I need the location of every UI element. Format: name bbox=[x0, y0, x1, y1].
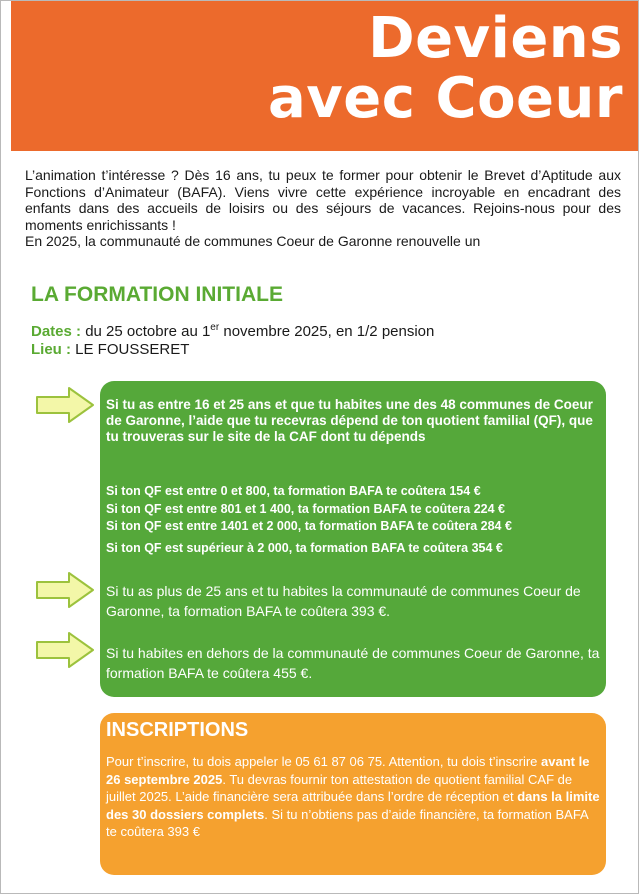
intro-paragraph-1: L’animation t’intéresse ? Dès 16 ans, tu peux te former pour obtenir le Brevet d’Aptitude aux Fonctions d’Animateur (BAFA). Viens vivre cette expérience incroyable en encadrant des enfants dans des accueils de loisirs ou des séjours de vacances. Rejoins-nous pour des moments enrichissants ! bbox=[25, 167, 621, 233]
qf-price-line: Si ton QF est entre 1401 et 2 000, ta formation BAFA te coûtera 284 € bbox=[106, 519, 512, 533]
formation-info bbox=[31, 319, 434, 359]
over-25-text: Si tu as plus de 25 ans et tu habites la communauté de communes Coeur de Garonne, ta formation BAFA te coûtera 393 €. bbox=[106, 583, 581, 619]
dates-value-sup: er bbox=[210, 322, 220, 333]
dates-label: Dates : bbox=[31, 323, 82, 340]
inscriptions-title: INSCRIPTIONS bbox=[106, 719, 249, 741]
ins-text-1: Pour t’inscrire, tu dois appeler le 05 61 87 06 75. Attention, tu dois t’inscrire bbox=[106, 754, 542, 769]
intro-paragraph-2: En 2025, la communauté de communes Coeur de Garonne renouvelle un bbox=[25, 233, 481, 249]
dates-value-start: du 25 octobre au 1 bbox=[81, 323, 211, 340]
qf-price-list bbox=[106, 483, 602, 557]
qf-price-line: Si ton QF est supérieur à 2 000, ta formation BAFA te coûtera 354 € bbox=[106, 540, 503, 555]
header-banner bbox=[11, 1, 639, 151]
section-title-formation: LA FORMATION INITIALE bbox=[31, 283, 283, 306]
arrow-right-icon bbox=[35, 631, 95, 669]
inscriptions-box bbox=[100, 713, 606, 875]
ins-text-3: . Si tu n’obtiens pas d’aide financière, ta formation BAFA te coûtera 393 € bbox=[106, 806, 588, 839]
title-line-2: avec Coeur bbox=[268, 66, 623, 131]
intro-text bbox=[25, 167, 621, 250]
inscriptions-text bbox=[106, 753, 600, 841]
lieu-value: LE FOUSSERET bbox=[71, 341, 190, 358]
lieu-line bbox=[31, 341, 434, 359]
dates-value bbox=[81, 323, 434, 340]
outside-text: Si tu habites en dehors de la communauté de communes Coeur de Garonne, ta formation BAFA te coûtera 455 €. bbox=[106, 645, 600, 681]
dates-value-end: novembre 2025, en 1/2 pension bbox=[219, 323, 435, 340]
dates-line bbox=[31, 319, 434, 341]
lieu-label: Lieu : bbox=[31, 341, 71, 358]
qf-price-line: Si ton QF est entre 0 et 800, ta formation BAFA te coûtera 154 € bbox=[106, 484, 481, 498]
arrow-right-icon bbox=[35, 386, 95, 424]
qf-price-line: Si ton QF est entre 801 et 1 400, ta formation BAFA te coûtera 224 € bbox=[106, 501, 505, 516]
ins-text-2: . Tu devras fournir ton attestation de quotient familial CAF de juillet 2025. L’aide financière sera attribuée dans l’ordre de réception et bbox=[106, 771, 573, 804]
arrow-right-icon bbox=[35, 571, 95, 609]
title-line-1: Deviens bbox=[368, 6, 623, 71]
ins-deadline: avant le 26 septembre 2025 bbox=[106, 754, 590, 787]
page-title bbox=[268, 6, 623, 131]
aid-intro-text: Si tu as entre 16 et 25 ans et que tu habites une des 48 communes de Coeur de Garonne, l’aide que tu recevras dépend de ton quotient familial (QF), que tu trouveras sur le site de la CAF dont tu dépends bbox=[106, 397, 593, 444]
aid-conditions-box bbox=[100, 381, 606, 697]
ins-limit: dans la limite des 30 dossiers complets bbox=[106, 789, 600, 822]
